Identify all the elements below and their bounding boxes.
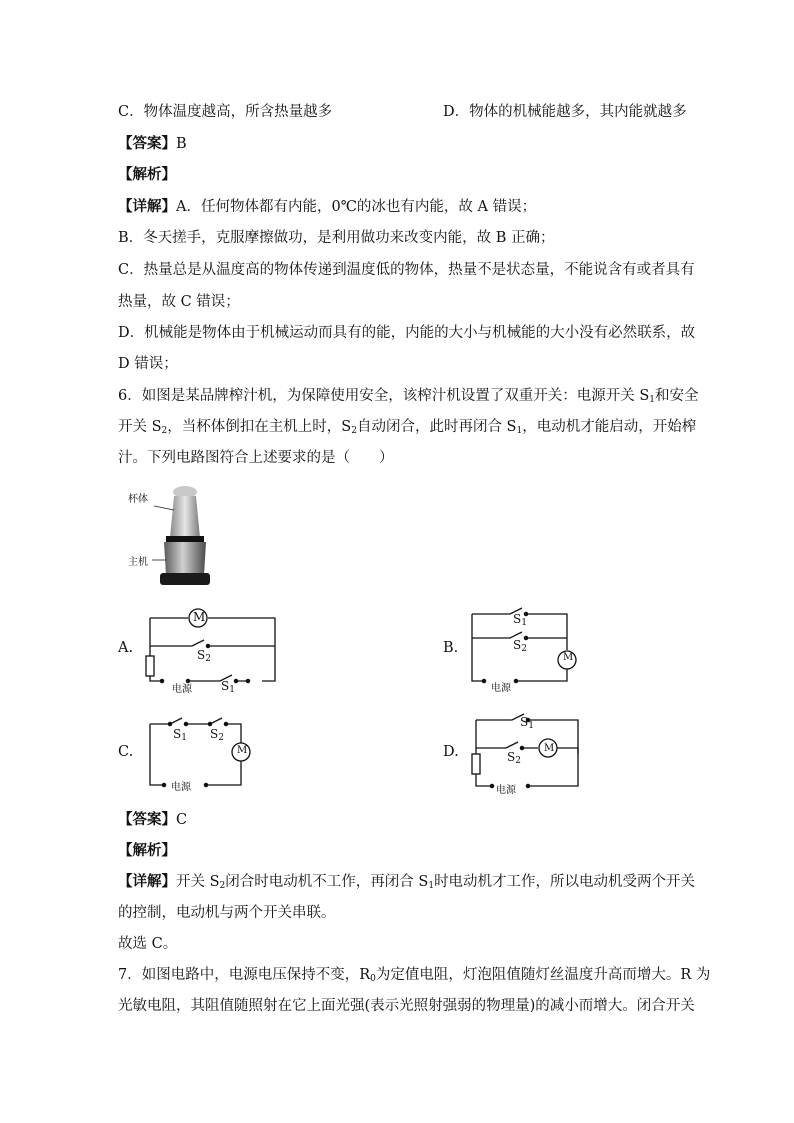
q6-stem-line-3: 汁。下列电路图符合上述要求的是（ ） xyxy=(118,450,394,466)
circuit-b-power-label: 电源 xyxy=(491,683,511,694)
q5-detail-line-2: B．冬天搓手，克服摩擦做功，是利用做功来改变内能，故 B 正确； xyxy=(118,230,555,246)
q6-stem-line-2: 开关 $S_2$，当杯体倒扣在主机上时，$S_2$自动闭合，此时再闭合 $S_1$，电动机才能启动，开始榨 xyxy=(118,419,697,436)
q5-detail-line-6: D 错误； xyxy=(118,356,178,372)
option-c-label: C. xyxy=(118,744,134,760)
option-a-label: A. xyxy=(118,640,134,656)
option-c-prev: C．物体温度越高，所含热量越多 xyxy=(118,104,333,120)
option-b-label: B. xyxy=(443,640,459,656)
q5-detail-line-3: C．热量总是从温度高的物体传递到温度低的物体，热量不是状态量，不能说含有或者具有 xyxy=(118,262,695,278)
circuit-d-s2-label: $S_2$ xyxy=(507,750,521,766)
circuit-a-s2-label: $S_2$ xyxy=(197,648,211,664)
q6-analysis-tag: 【解析】 xyxy=(118,842,176,859)
q6-stem-line-1: 6．如图是某品牌榨汁机，为保障使用安全，该榨汁机设置了双重开关：电源开关 $S_1$和安全 xyxy=(118,388,699,405)
circuit-b-motor-label: M xyxy=(563,652,574,663)
circuit-d-motor-label: M xyxy=(544,743,555,754)
q5-detail-line-5: D．机械能是物体由于机械运动而具有的能，内能的大小与机械能的大小没有必然联系，故 xyxy=(118,325,696,341)
label-base: 主机 xyxy=(128,557,148,568)
circuit-c-s1-label: $S_1$ xyxy=(173,727,187,743)
q7-stem-line-1: 7．如图电路中，电源电压保持不变，$R_0$为定值电阻，灯泡阻值随灯丝温度升高而增大。R 为 xyxy=(118,967,711,984)
circuit-a-motor-label: M xyxy=(193,610,206,624)
q5-detail-line-4: 热量，故 C 错误； xyxy=(118,294,240,310)
circuit-b-s2-label: $S_2$ xyxy=(513,638,527,654)
circuit-c-power-label: 电源 xyxy=(171,782,191,793)
option-d-prev: D．物体的机械能越多，其内能就越多 xyxy=(443,104,687,120)
q5-analysis-tag: 【解析】 xyxy=(118,166,176,183)
resistor-icon xyxy=(146,656,154,676)
q6-answer: 【答案】C xyxy=(118,811,188,828)
circuit-a xyxy=(140,604,285,696)
q6-detail-line-2: 的控制，电动机与两个开关串联。 xyxy=(118,905,336,921)
q5-detail-line-1: 【详解】A．任何物体都有内能，0℃的冰也有内能，故 A 错误； xyxy=(118,198,537,215)
circuit-c-s2-label: $S_2$ xyxy=(210,727,224,743)
circuit-c-motor-label: M xyxy=(237,745,248,756)
q6-conclusion: 故选 C。 xyxy=(118,936,178,952)
q6-detail-line-1: 【详解】开关 $S_2$闭合时电动机不工作，再闭合 $S_1$时电动机才工作，所以电动机受两个开关 xyxy=(118,873,696,891)
resistor-icon xyxy=(472,754,480,774)
circuit-d-power-label: 电源 xyxy=(496,785,516,796)
q7-stem-line-2: 光敏电阻，其阻值随照射在它上面光强(表示光照射强弱的物理量)的减小而增大。闭合开关 xyxy=(118,998,695,1014)
label-cup: 杯体 xyxy=(128,494,148,505)
circuit-d-s1-label: $S_1$ xyxy=(520,715,534,731)
circuit-a-s1-label: $S_1$ xyxy=(221,679,235,695)
option-d-label: D. xyxy=(443,744,459,760)
q5-answer: 【答案】B xyxy=(118,135,187,152)
circuit-a-power-label: 电源 xyxy=(172,684,192,695)
circuit-b-s1-label: $S_1$ xyxy=(513,612,527,628)
